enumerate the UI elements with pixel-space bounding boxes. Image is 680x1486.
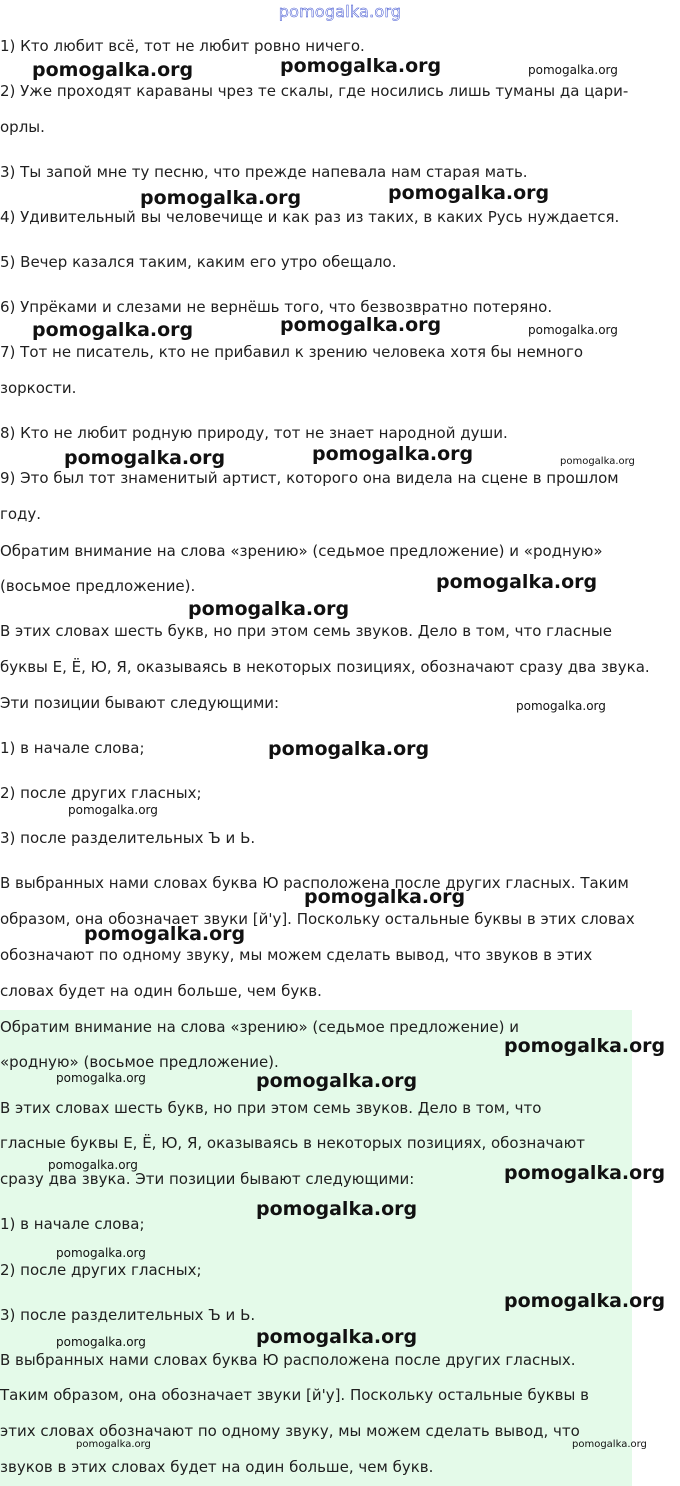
- sentence-line: 1) Кто любит всё, тот не любит ровно ничего.: [0, 37, 365, 55]
- watermark: pomogalka.org: [504, 1035, 666, 1057]
- answer-line: Таким образом, она обозначает звуки [й'у]. Поскольку остальные буквы в: [0, 1386, 589, 1404]
- watermark: pomogalka.org: [140, 187, 302, 209]
- watermark: pomogalka.org: [56, 1335, 146, 1349]
- explanation-line: 3) после разделительных Ъ и Ь.: [0, 829, 256, 847]
- watermark: pomogalka.org: [256, 1198, 418, 1220]
- explanation-line: 2) после других гласных;: [0, 784, 202, 802]
- answer-line: В выбранных нами словах буква Ю расположена после других гласных.: [0, 1351, 576, 1369]
- answer-line: сразу два звука. Эти позиции бывают следующими:: [0, 1170, 415, 1188]
- answer-line: 2) после других гласных;: [0, 1261, 202, 1279]
- sentence-line: 8) Кто не любит родную природу, тот не знает народной души.: [0, 424, 508, 442]
- watermark: pomogalka.org: [560, 456, 635, 467]
- watermark: pomogalka.org: [32, 59, 194, 81]
- watermark: pomogalka.org: [572, 1439, 647, 1450]
- sentence-line: 3) Ты запой мне ту песню, что прежде напевала нам старая мать.: [0, 163, 528, 181]
- watermark: pomogalka.org: [56, 1071, 146, 1085]
- explanation-line: обозначают по одному звуку, мы можем сделать вывод, что звуков в этих: [0, 946, 593, 964]
- watermark: pomogalka.org: [436, 571, 598, 593]
- sentence-line: 5) Вечер казался таким, каким его утро обещало.: [0, 253, 397, 271]
- site-logo[interactable]: pomogalka.org: [278, 2, 402, 21]
- watermark: pomogalka.org: [388, 182, 550, 204]
- watermark: pomogalka.org: [280, 55, 442, 77]
- answer-line: «родную» (восьмое предложение).: [0, 1053, 279, 1071]
- watermark: pomogalka.org: [280, 314, 442, 336]
- watermark: pomogalka.org: [256, 1326, 418, 1348]
- explanation-line: В выбранных нами словах буква Ю расположена после других гласных. Таким: [0, 874, 629, 892]
- sentence-line: году.: [0, 505, 42, 523]
- watermark: pomogalka.org: [188, 598, 350, 620]
- watermark: pomogalka.org: [76, 1439, 151, 1450]
- answer-line: 1) в начале слова;: [0, 1215, 145, 1233]
- watermark: pomogalka.org: [256, 1070, 418, 1092]
- answer-line: В этих словах шесть букв, но при этом семь звуков. Дело в том, что: [0, 1099, 542, 1117]
- watermark: pomogalka.org: [528, 63, 618, 77]
- sentence-line: 4) Удивительный вы человечище и как раз из таких, в каких Русь нуждается.: [0, 208, 620, 226]
- sentence-line: 7) Тот не писатель, кто не прибавил к зрению человека хотя бы немного: [0, 343, 584, 361]
- answer-line: Обратим внимание на слова «зрению» (седьмое предложение) и: [0, 1018, 520, 1036]
- watermark: pomogalka.org: [504, 1162, 666, 1184]
- sentence-line: 6) Упрёками и слезами не вернёшь того, что безвозвратно потеряно.: [0, 298, 553, 316]
- explanation-line: (восьмое предложение).: [0, 577, 196, 595]
- watermark: pomogalka.org: [304, 886, 466, 908]
- answer-line: этих словах обозначают по одному звуку, мы можем сделать вывод, что: [0, 1422, 580, 1440]
- explanation-line: Эти позиции бывают следующими:: [0, 694, 280, 712]
- sentence-line: 2) Уже проходят караваны чрез те скалы, где носились лишь туманы да цари-: [0, 82, 629, 100]
- sentence-line: 9) Это был тот знаменитый артист, которого она видела на сцене в прошлом: [0, 469, 619, 487]
- sentence-line: орлы.: [0, 118, 45, 136]
- watermark: pomogalka.org: [32, 319, 194, 341]
- explanation-line: В этих словах шесть букв, но при этом семь звуков. Дело в том, что гласные: [0, 622, 612, 640]
- watermark: pomogalka.org: [64, 447, 226, 469]
- watermark: pomogalka.org: [56, 1246, 146, 1260]
- watermark: pomogalka.org: [84, 923, 246, 945]
- explanation-line: 1) в начале слова;: [0, 739, 145, 757]
- watermark: pomogalka.org: [68, 803, 158, 817]
- watermark: pomogalka.org: [504, 1290, 666, 1312]
- watermark: pomogalka.org: [312, 443, 474, 465]
- answer-line: гласные буквы Е, Ё, Ю, Я, оказываясь в некоторых позициях, обозначают: [0, 1134, 585, 1152]
- explanation-line: образом, она обозначает звуки [й'у]. Поскольку остальные буквы в этих словах: [0, 910, 635, 928]
- watermark: pomogalka.org: [516, 699, 606, 713]
- sentence-line: зоркости.: [0, 379, 77, 397]
- explanation-line: Обратим внимание на слова «зрению» (седьмое предложение) и «родную»: [0, 542, 603, 560]
- watermark: pomogalka.org: [48, 1158, 138, 1172]
- watermark: pomogalka.org: [268, 738, 430, 760]
- explanation-line: буквы Е, Ё, Ю, Я, оказываясь в некоторых позициях, обозначают сразу два звука.: [0, 658, 650, 676]
- watermark: pomogalka.org: [528, 323, 618, 337]
- explanation-line: словах будет на один больше, чем букв.: [0, 982, 322, 1000]
- answer-line: звуков в этих словах будет на один больше, чем букв.: [0, 1458, 434, 1476]
- answer-line: 3) после разделительных Ъ и Ь.: [0, 1306, 256, 1324]
